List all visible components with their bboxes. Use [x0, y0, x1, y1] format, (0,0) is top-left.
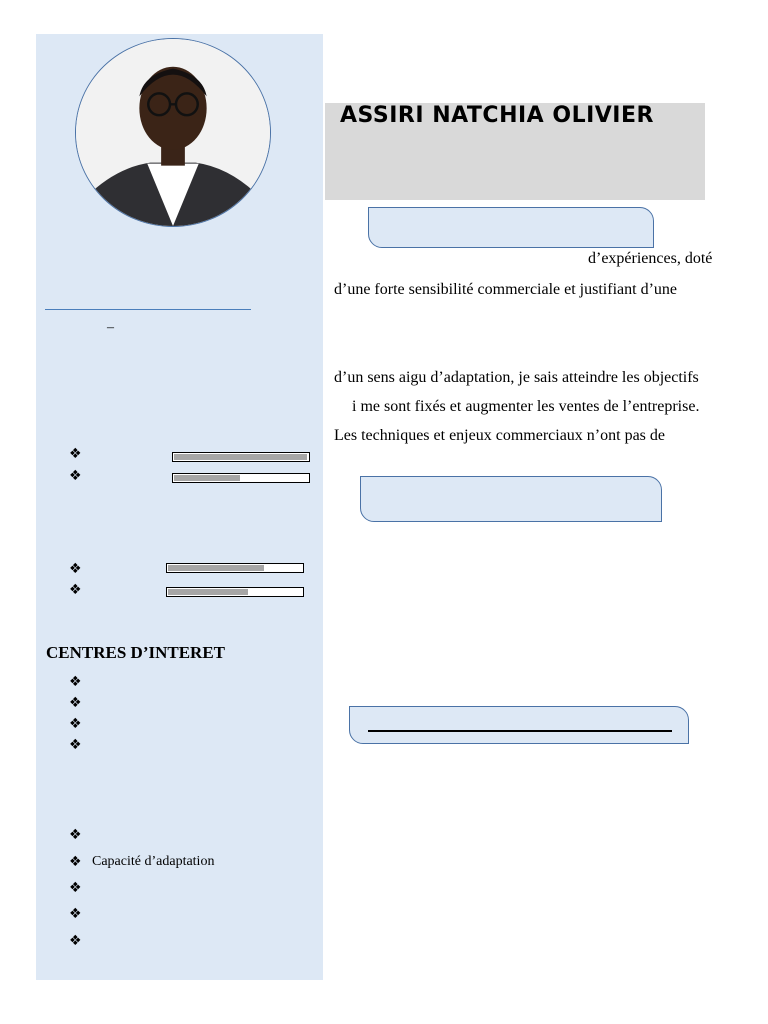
- sidebar-divider: [45, 309, 251, 310]
- skill-bar: [166, 587, 304, 597]
- skill-bar: [166, 563, 304, 573]
- bullet-icon: ❖: [69, 933, 82, 949]
- skill-bar-fill: [174, 454, 307, 460]
- bullet-icon: ❖: [69, 582, 82, 598]
- bullet-icon: ❖: [69, 827, 82, 843]
- sidebar-dash: –: [107, 320, 114, 335]
- bullet-icon: ❖: [69, 695, 82, 711]
- skill-bar-fill: [174, 475, 240, 481]
- person-photo-icon: [76, 39, 270, 226]
- bullet-icon: ❖: [69, 737, 82, 753]
- skill-bar-fill: [168, 589, 248, 595]
- bullet-icon: ❖: [69, 561, 82, 577]
- skill-bar-fill: [168, 565, 264, 571]
- skill-bar: [172, 473, 310, 483]
- bullet-icon: ❖: [69, 716, 82, 732]
- quality-adaptation: Capacité d’adaptation: [92, 854, 215, 869]
- skill-bar: [172, 452, 310, 462]
- bullet-icon: ❖: [69, 854, 82, 870]
- profile-text-line: i me sont fixés et augmenter les ventes de l’entreprise.: [352, 398, 700, 415]
- bullet-icon: ❖: [69, 880, 82, 896]
- education-heading-box: [349, 706, 689, 744]
- profile-text-line: Les techniques et enjeux commerciaux n’ont pas de: [334, 427, 665, 444]
- profile-photo: [75, 38, 271, 227]
- bullet-icon: ❖: [69, 674, 82, 690]
- education-heading-underline: [368, 730, 672, 732]
- interests-heading: CENTRES D’INTERET: [46, 643, 226, 662]
- profile-text-line: d’une forte sensibilité commerciale et justifiant d’une: [334, 281, 677, 298]
- bullet-icon: ❖: [69, 906, 82, 922]
- bullet-icon: ❖: [69, 468, 82, 484]
- profile-text-line: d’expériences, doté: [588, 250, 713, 267]
- profile-text-line: d’un sens aigu d’adaptation, je sais atteindre les objectifs: [334, 369, 699, 386]
- candidate-name: ASSIRI NATCHIA OLIVIER: [340, 103, 654, 128]
- experience-heading-box: [360, 476, 662, 522]
- profile-heading-box: [368, 207, 654, 248]
- bullet-icon: ❖: [69, 446, 82, 462]
